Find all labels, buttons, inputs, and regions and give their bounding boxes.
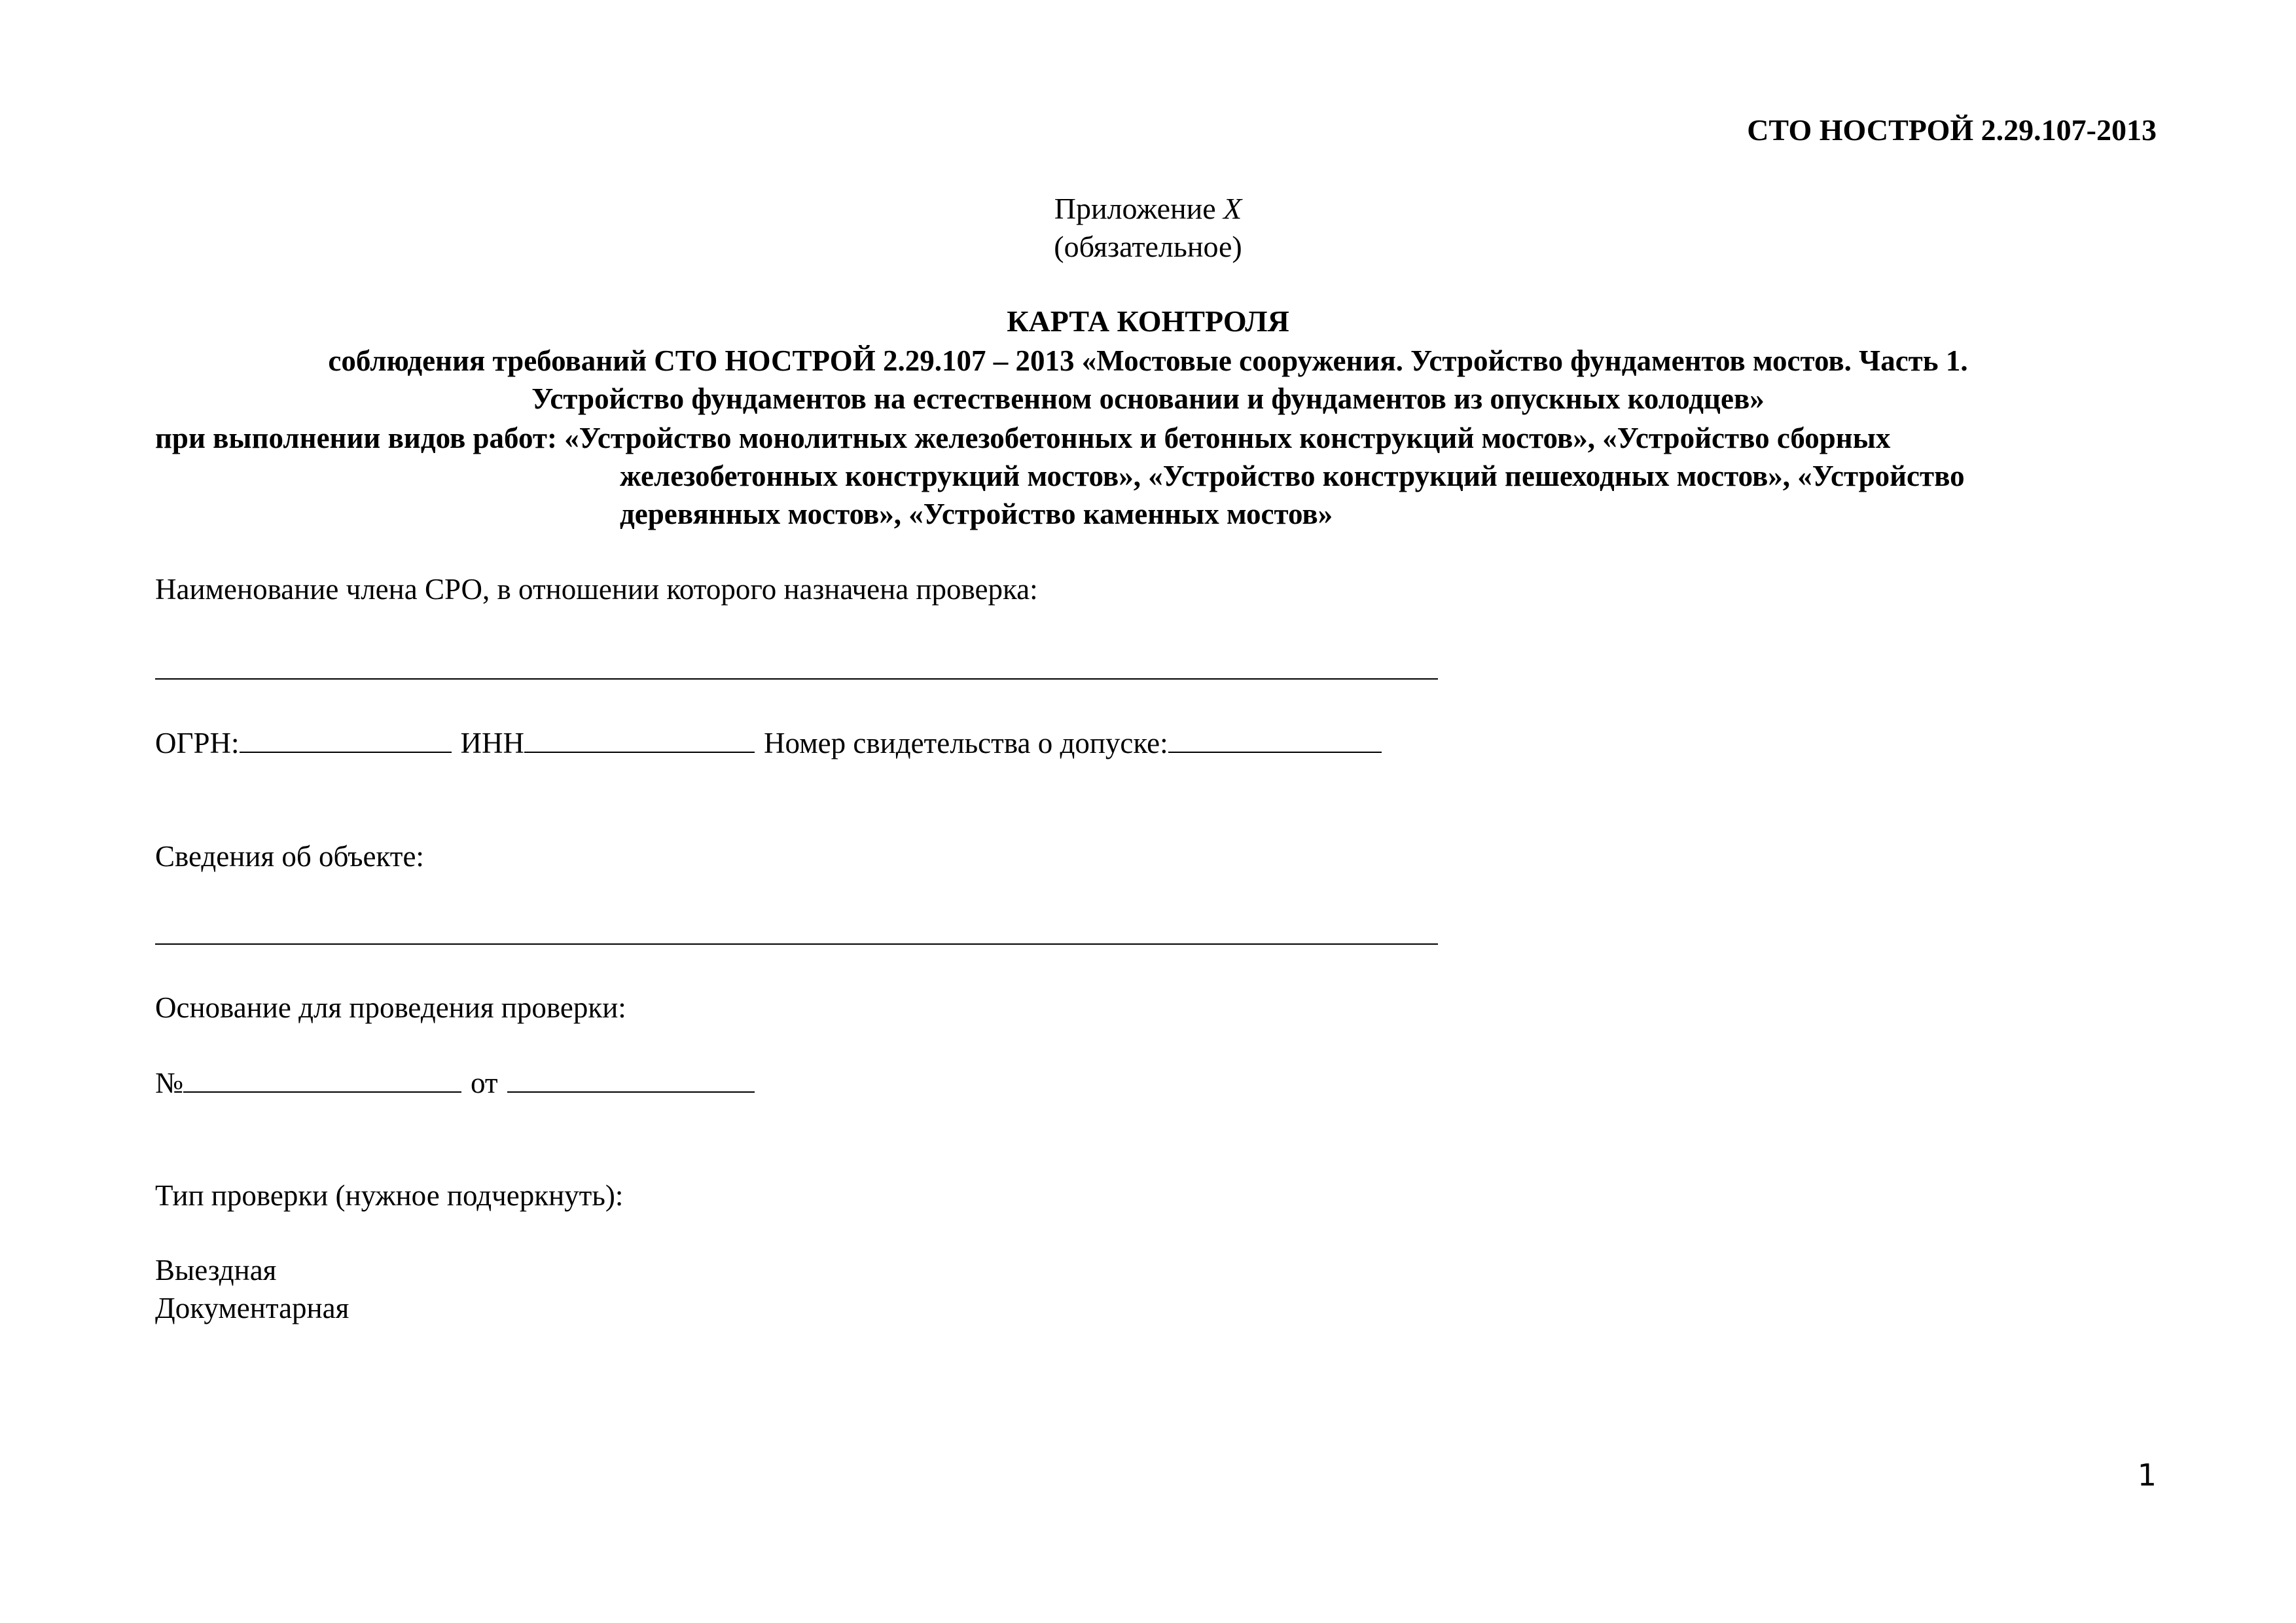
inn-label: ИНН: [460, 727, 525, 759]
identifiers-row: [155, 725, 1382, 760]
object-info-label: Сведения об объекте:: [155, 840, 424, 873]
works-line-2: железобетонных конструкций мостов», «Устройство конструкций пешеходных мостов», «Устройство: [620, 460, 1965, 492]
basis-number-field[interactable]: [183, 1065, 461, 1093]
appendix-label-prefix: Приложение: [1054, 192, 1224, 225]
inn-field[interactable]: [524, 725, 755, 753]
works-line-3: деревянных мостов», «Устройство каменных мостов»: [620, 498, 1333, 530]
subtitle-line-1: соблюдения требований СТО НОСТРОЙ 2.29.107 – 2013 «Мостовые сооружения. Устройство фундаментов мостов. Часть 1.: [328, 344, 1968, 377]
subtitle-line-2: Устройство фундаментов на естественном основании и фундаментов из опускных колодцев»: [531, 382, 1765, 415]
number-sign-label: №: [155, 1067, 183, 1099]
inspection-basis-label: Основание для проведения проверки:: [155, 991, 626, 1024]
appendix-status: (обязательное): [1054, 230, 1242, 263]
permit-number-field[interactable]: [1168, 725, 1382, 753]
date-label: от: [470, 1067, 498, 1099]
basis-row: [155, 1065, 755, 1100]
permit-number-label: Номер свидетельства о допуске:: [764, 727, 1168, 759]
object-info-field[interactable]: [155, 943, 1438, 945]
works-line-1: при выполнении видов работ: «Устройство монолитных железобетонных и бетонных конструкций мостов», «Устройство сборных: [155, 422, 1891, 454]
appendix-label: [0, 191, 2296, 226]
document-code: СТО НОСТРОЙ 2.29.107-2013: [1747, 113, 2157, 147]
basis-date-field[interactable]: [507, 1065, 755, 1093]
page-title: КАРТА КОНТРОЛЯ: [1007, 304, 1289, 338]
inspection-type-label: Тип проверки (нужное подчеркнуть):: [155, 1179, 624, 1212]
member-name-field[interactable]: [155, 678, 1438, 680]
ogrn-field[interactable]: [240, 725, 452, 753]
page-number: 1: [2137, 1457, 2157, 1493]
member-name-label: Наименование члена СРО, в отношении которого назначена проверка:: [155, 573, 1038, 606]
appendix-letter: Х: [1223, 192, 1242, 225]
inspection-type-documentary[interactable]: Документарная: [155, 1292, 350, 1324]
inspection-type-onsite[interactable]: Выездная: [155, 1254, 277, 1286]
ogrn-label: ОГРН:: [155, 727, 240, 759]
